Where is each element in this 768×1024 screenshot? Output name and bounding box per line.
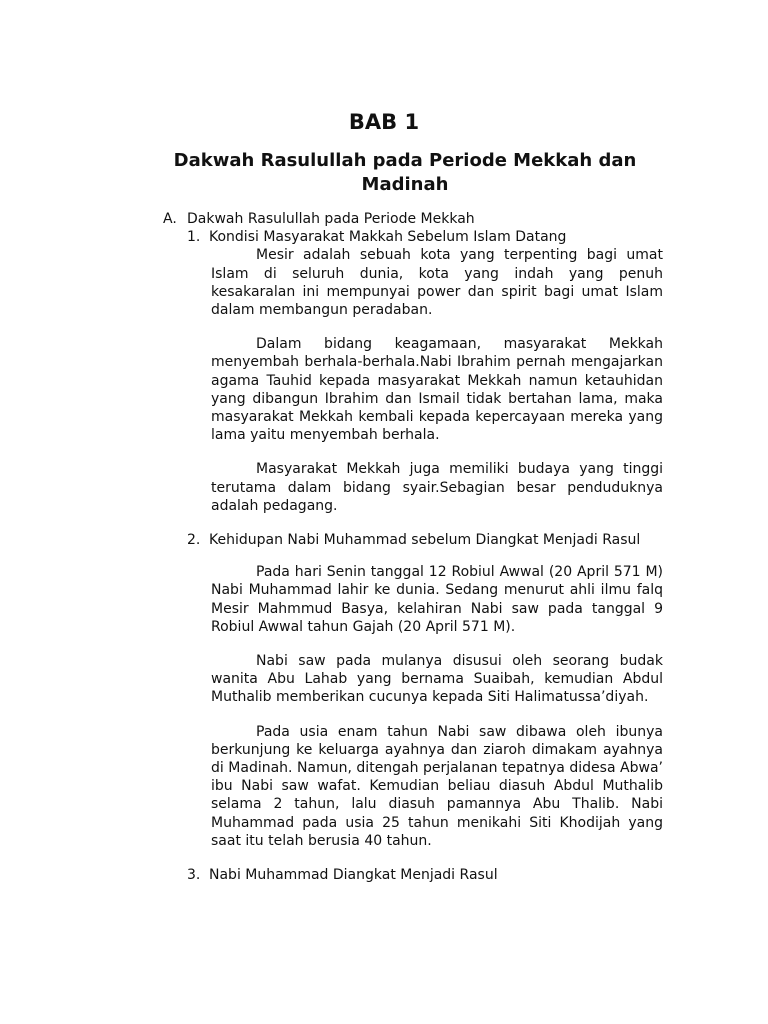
chapter-heading: BAB 1	[348, 110, 420, 134]
section-a-text: Dakwah Rasulullah pada Periode Mekkah	[187, 211, 475, 227]
item-2-heading	[187, 531, 663, 549]
item-1-marker: 1.	[187, 229, 201, 246]
section-a-marker: A.	[163, 211, 177, 227]
item-3-text: Nabi Muhammad Diangkat Menjadi Rasul	[209, 867, 498, 884]
document-title: Dakwah Rasulullah pada Periode Mekkah dan Madinah	[173, 150, 637, 195]
item-3-heading	[187, 866, 663, 884]
item-2-marker: 2.	[187, 532, 201, 549]
paragraph: Dalam bidang keagamaan, masyarakat Mekkah menyembah berhala-berhala.Nabi Ibrahim pernah mengajarkan agama Tauhid kepada masyarakat Mekkah namun ketauhidan yang dibangun Ibrahim dan Ismail tidak bertahan lama, maka masyarakat Mekkah kembali kepada kepercayaan mereka yang lama yaitu menyembah berhala.	[211, 336, 663, 444]
item-1-text: Kondisi Masyarakat Makkah Sebelum Islam Datang	[209, 229, 567, 246]
item-3-marker: 3.	[187, 867, 201, 884]
item-2-text: Kehidupan Nabi Muhammad sebelum Diangkat Menjadi Rasul	[209, 532, 641, 549]
item-1-heading	[187, 228, 663, 246]
document-body	[163, 210, 663, 884]
section-a-heading	[163, 210, 663, 228]
paragraph: Nabi saw pada mulanya disusui oleh seorang budak wanita Abu Lahab yang bernama Suaibah, kemudian Abdul Muthalib memberikan cucunya kepada Siti Halimatussa’diyah.	[211, 653, 663, 706]
section-a-items	[163, 228, 663, 884]
paragraph: Pada hari Senin tanggal 12 Robiul Awwal (20 April 571 M) Nabi Muhammad lahir ke dunia. Sedang menurut ahli ilmu falq Mesir Mahmmud Basya, kelahiran Nabi saw pada tanggal 9 Robiul Awwal tahun Gajah (20 April 571 M).	[211, 564, 663, 635]
paragraph: Masyarakat Mekkah juga memiliki budaya yang tinggi terutama dalam bidang syair.Sebagian besar penduduknya adalah pedagang.	[211, 461, 663, 514]
paragraph: Pada usia enam tahun Nabi saw dibawa oleh ibunya berkunjung ke keluarga ayahnya dan ziaroh dimakam ayahnya di Madinah. Namun, ditengah perjalanan tepatnya didesa Abwa’ ibu Nabi saw wafat. Kemudian beliau diasuh Abdul Muthalib selama 2 tahun, lalu diasuh pamannya Abu Thalib. Nabi Muhammad pada usia 25 tahun menikahi Siti Khodijah yang saat itu telah berusia 40 tahun.	[211, 723, 663, 849]
paragraph: Mesir adalah sebuah kota yang terpenting bagi umat Islam di seluruh dunia, kota yang indah yang penuh kesakaralan ini mempunyai power dan spirit bagi umat Islam dalam membangun peradaban.	[211, 247, 663, 319]
